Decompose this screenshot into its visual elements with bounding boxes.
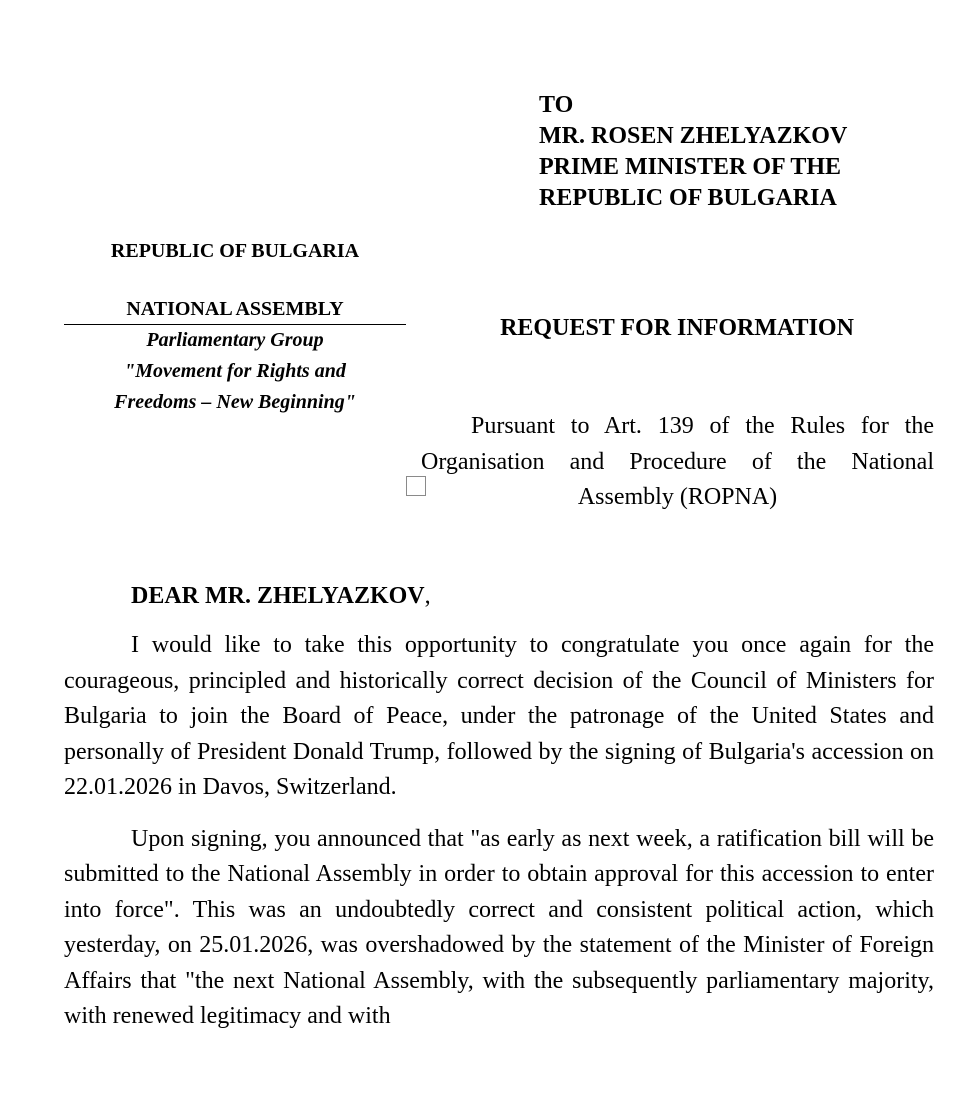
sender-group-line: Parliamentary Group xyxy=(146,329,324,351)
anchor-checkbox[interactable] xyxy=(406,476,426,496)
letter-body xyxy=(64,628,934,1051)
request-title: REQUEST FOR INFORMATION xyxy=(500,315,854,341)
body-paragraph: I would like to take this opportunity to congratulate you once again for the courageous, principled and historically correct decision of the Council of Ministers for Bulgaria to join the Board of Peace, under the patronage of the United States and personally of President Donald Trump, followed by the signing of Bulgaria's accession on 22.01.2026 in Davos, Switzerland. xyxy=(64,632,934,800)
sender-group-line: "Movement for Rights and xyxy=(124,360,346,382)
salutation-punct: , xyxy=(424,583,431,609)
sender-institution: NATIONAL ASSEMBLY xyxy=(64,295,406,325)
body-paragraph: Upon signing, you announced that "as early as next week, a ratification bill will be submitted to the National Assembly in order to obtain approval for this accession to enter into force". This was an undoubtedly correct and consistent political action, which yesterday, on 25.01.2026, was overshadowed by the statement of the Minister of Foreign Affairs that "the next National Assembly, with the subsequently parliamentary majority, with renewed legitimacy and with xyxy=(64,825,934,1029)
addressee-line-name: MR. ROSEN ZHELYAZKOV xyxy=(539,123,848,149)
addressee-line-country: REPUBLIC OF BULGARIA xyxy=(539,185,837,211)
salutation xyxy=(131,579,431,613)
sender-country: REPUBLIC OF BULGARIA xyxy=(110,240,360,262)
sender-parliamentary-group xyxy=(64,325,406,418)
addressee-line-position: PRIME MINISTER OF THE xyxy=(539,154,842,180)
sender-group-line: Freedoms – New Beginning" xyxy=(114,391,356,413)
legal-basis: Pursuant to Art. 139 of the Rules for the Organisation and Procedure of the National Assembly (ROPNA) xyxy=(421,413,934,510)
salutation-name: DEAR MR. ZHELYAZKOV xyxy=(131,583,425,609)
addressee-block xyxy=(539,90,959,214)
addressee-line-to: TO xyxy=(539,92,574,118)
sender-block xyxy=(64,237,406,418)
